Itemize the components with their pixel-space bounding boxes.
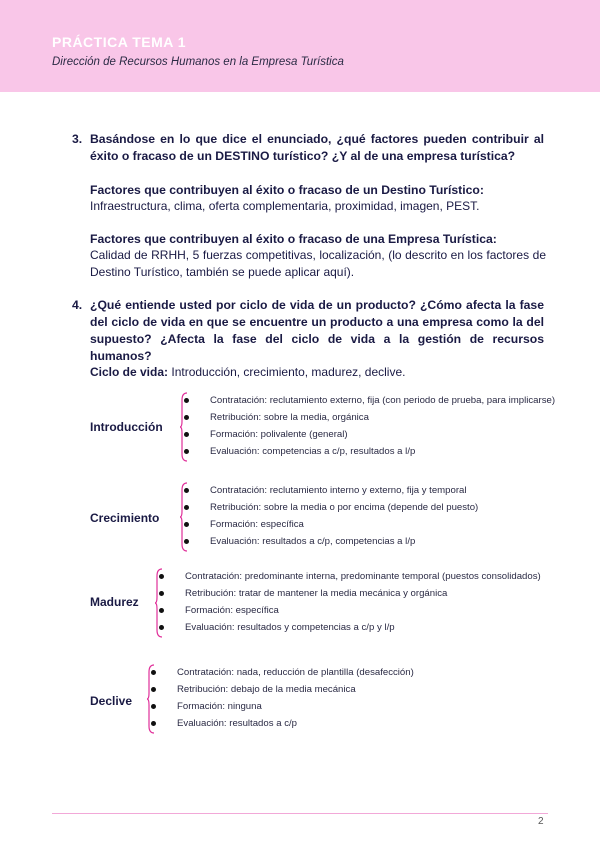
bullet-icon: [184, 398, 189, 403]
ciclo-de-vida: [90, 365, 405, 379]
bullet-icon: [151, 704, 156, 709]
stage-item: Evaluación: competencias a c/p, resultados a l/p: [210, 443, 555, 460]
ciclo-text: Introducción, crecimiento, madurez, declive.: [168, 365, 406, 379]
bullet-icon: [159, 591, 164, 596]
question-3-text: Basándose en lo que dice el enunciado, ¿qué factores pueden contribuir al éxito o fracaso de un DESTINO turístico? ¿Y al de una empresa turística?: [90, 132, 544, 163]
stage-label-introduccion: Introducción: [90, 420, 163, 434]
bullet-icon: [159, 574, 164, 579]
stage-label-madurez: Madurez: [90, 595, 139, 609]
stage-item: Contratación: nada, reducción de plantilla (desafección): [177, 664, 414, 681]
stage-item: Formación: polivalente (general): [210, 426, 555, 443]
stage-item: Contratación: reclutamiento interno y externo, fija y temporal: [210, 482, 478, 499]
bullet-icon: [184, 488, 189, 493]
bullet-icon: [184, 539, 189, 544]
bullet-icon: [184, 505, 189, 510]
stage-label-crecimiento: Crecimiento: [90, 511, 160, 525]
stage-item: Evaluación: resultados y competencias a c/p y l/p: [185, 619, 541, 636]
ciclo-label: Ciclo de vida:: [90, 365, 169, 379]
bullet-icon: [151, 687, 156, 692]
page-header: [0, 0, 600, 92]
bullet-icon: [184, 432, 189, 437]
question-4-number: 4.: [72, 298, 83, 312]
bullet-icon: [184, 415, 189, 420]
bullet-icon: [159, 625, 164, 630]
stage-items-introduccion: [210, 392, 555, 460]
stage-item: Retribución: sobre la media, orgánica: [210, 409, 555, 426]
stage-item: Evaluación: resultados a c/p, competencias a l/p: [210, 533, 478, 550]
stage-item: Formación: específica: [185, 602, 541, 619]
stage-item: Retribución: debajo de la media mecánica: [177, 681, 414, 698]
empresa-heading: Factores que contribuyen al éxito o fracaso de una Empresa Turística:: [90, 232, 497, 246]
question-4-text: ¿Qué entiende usted por ciclo de vida de un producto? ¿Cómo afecta la fase del ciclo de vida en que se encuentre un producto a una empresa como la del supuesto? ¿Afecta la fase del ciclo de vida a la gestión de recursos humanos?: [90, 298, 544, 363]
bullet-icon: [151, 670, 156, 675]
question-4: [72, 297, 544, 365]
question-3: [72, 131, 544, 165]
stage-label-declive: Declive: [90, 694, 133, 708]
bullet-icon: [151, 721, 156, 726]
stage-item: Retribución: sobre la media o por encima (depende del puesto): [210, 499, 478, 516]
footer-divider: [52, 813, 548, 814]
header-title: PRÁCTICA TEMA 1: [52, 34, 187, 50]
stage-items-declive: [177, 664, 414, 732]
stage-item: Retribución: tratar de mantener la media mecánica y orgánica: [185, 585, 541, 602]
question-3-number: 3.: [72, 132, 83, 146]
stage-item: Evaluación: resultados a c/p: [177, 715, 414, 732]
stage-items-madurez: [185, 568, 541, 636]
destino-heading: Factores que contribuyen al éxito o fracaso de un Destino Turístico:: [90, 183, 484, 197]
stage-item: Formación: específica: [210, 516, 478, 533]
empresa-text: Calidad de RRHH, 5 fuerzas competitivas, localización, (lo descrito en los factores de Destino Turístico, también se puede aplicar aquí).: [90, 248, 546, 279]
bullet-icon: [184, 522, 189, 527]
stage-items-crecimiento: [210, 482, 478, 550]
bullet-icon: [184, 449, 189, 454]
stage-item: Contratación: predominante interna, predominante temporal (puestos consolidados): [185, 568, 541, 585]
header-subtitle: Dirección de Recursos Humanos en la Empresa Turística: [52, 56, 344, 68]
bullet-icon: [159, 608, 164, 613]
stage-item: Formación: ninguna: [177, 698, 414, 715]
stage-item: Contratación: reclutamiento externo, fija (con periodo de prueba, para implicarse): [210, 392, 555, 409]
page-number: 2: [538, 816, 544, 827]
destino-text: Infraestructura, clima, oferta complementaria, proximidad, imagen, PEST.: [90, 199, 480, 213]
